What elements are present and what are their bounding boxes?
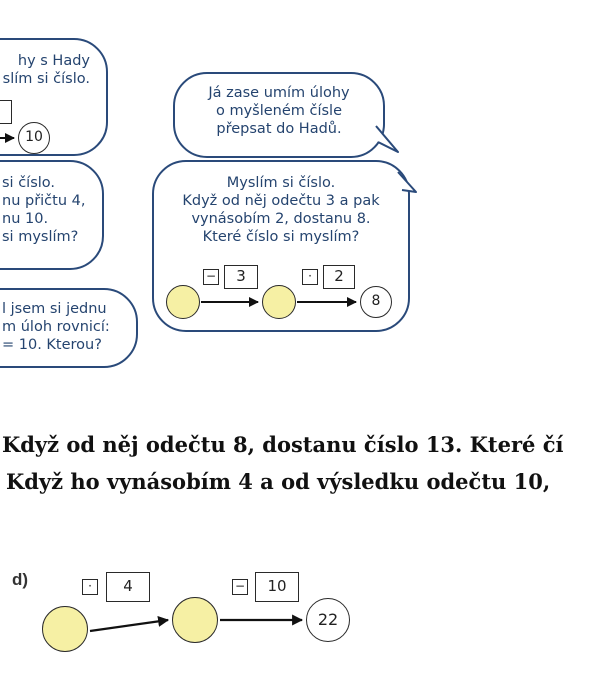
task-d-op1-value: 4	[106, 572, 150, 602]
left-bubble-middle-line-1: si číslo.	[2, 175, 56, 191]
task-d-label: d)	[12, 570, 29, 589]
left-bubble-top-result: 10	[25, 129, 43, 145]
task-line-1: Když od něj odečtu 8, dostanu číslo 13. Které čí	[2, 432, 564, 457]
example-bubble-line-1: Myslím si číslo.	[226, 175, 336, 191]
speech-bubble-line-1: Já zase umím úlohy	[208, 85, 350, 101]
task-d-op2-value: 10	[255, 572, 299, 602]
example-bubble-line-4: Které číslo si myslím?	[202, 229, 360, 245]
speech-bubble-line-3: přepsat do Hadů.	[216, 121, 342, 137]
example-op2-value: 2	[323, 265, 355, 289]
left-bubble-top-line-1: hy s Hady	[17, 53, 90, 69]
example-result: 8	[371, 293, 381, 309]
left-bubble-bottom-line-3: = 10. Kterou?	[2, 337, 102, 353]
task-d-result: 22	[317, 610, 339, 629]
task-d-op1-symbol: ·	[82, 579, 98, 595]
left-bubble-top-line-2: slím si číslo.	[2, 71, 90, 87]
example-bubble-line-2: Když od něj odečtu 3 a pak	[182, 193, 380, 209]
task-d-arrow-1	[90, 620, 168, 631]
left-bubble-middle-line-2: nu přičtu 4,	[2, 193, 86, 209]
left-bubble-bottom-line-1: l jsem si jednu	[2, 301, 107, 317]
task-line-2: Když ho vynásobím 4 a od výsledku odečtu 10,	[6, 469, 551, 494]
example-op2-symbol: ·	[302, 269, 318, 285]
left-bubble-middle-line-4: si myslím?	[2, 229, 79, 245]
left-bubble-bottom-line-2: m úloh rovnicí:	[2, 319, 110, 335]
task-d-op2-symbol: −	[232, 579, 248, 595]
left-bubble-middle-line-3: nu 10.	[2, 211, 49, 227]
example-op1-value: 3	[224, 265, 258, 289]
speech-bubble-line-2: o myšleném čísle	[215, 103, 343, 119]
example-bubble-line-3: vynásobím 2, dostanu 8.	[191, 211, 371, 227]
example-op1-symbol: −	[203, 269, 219, 285]
